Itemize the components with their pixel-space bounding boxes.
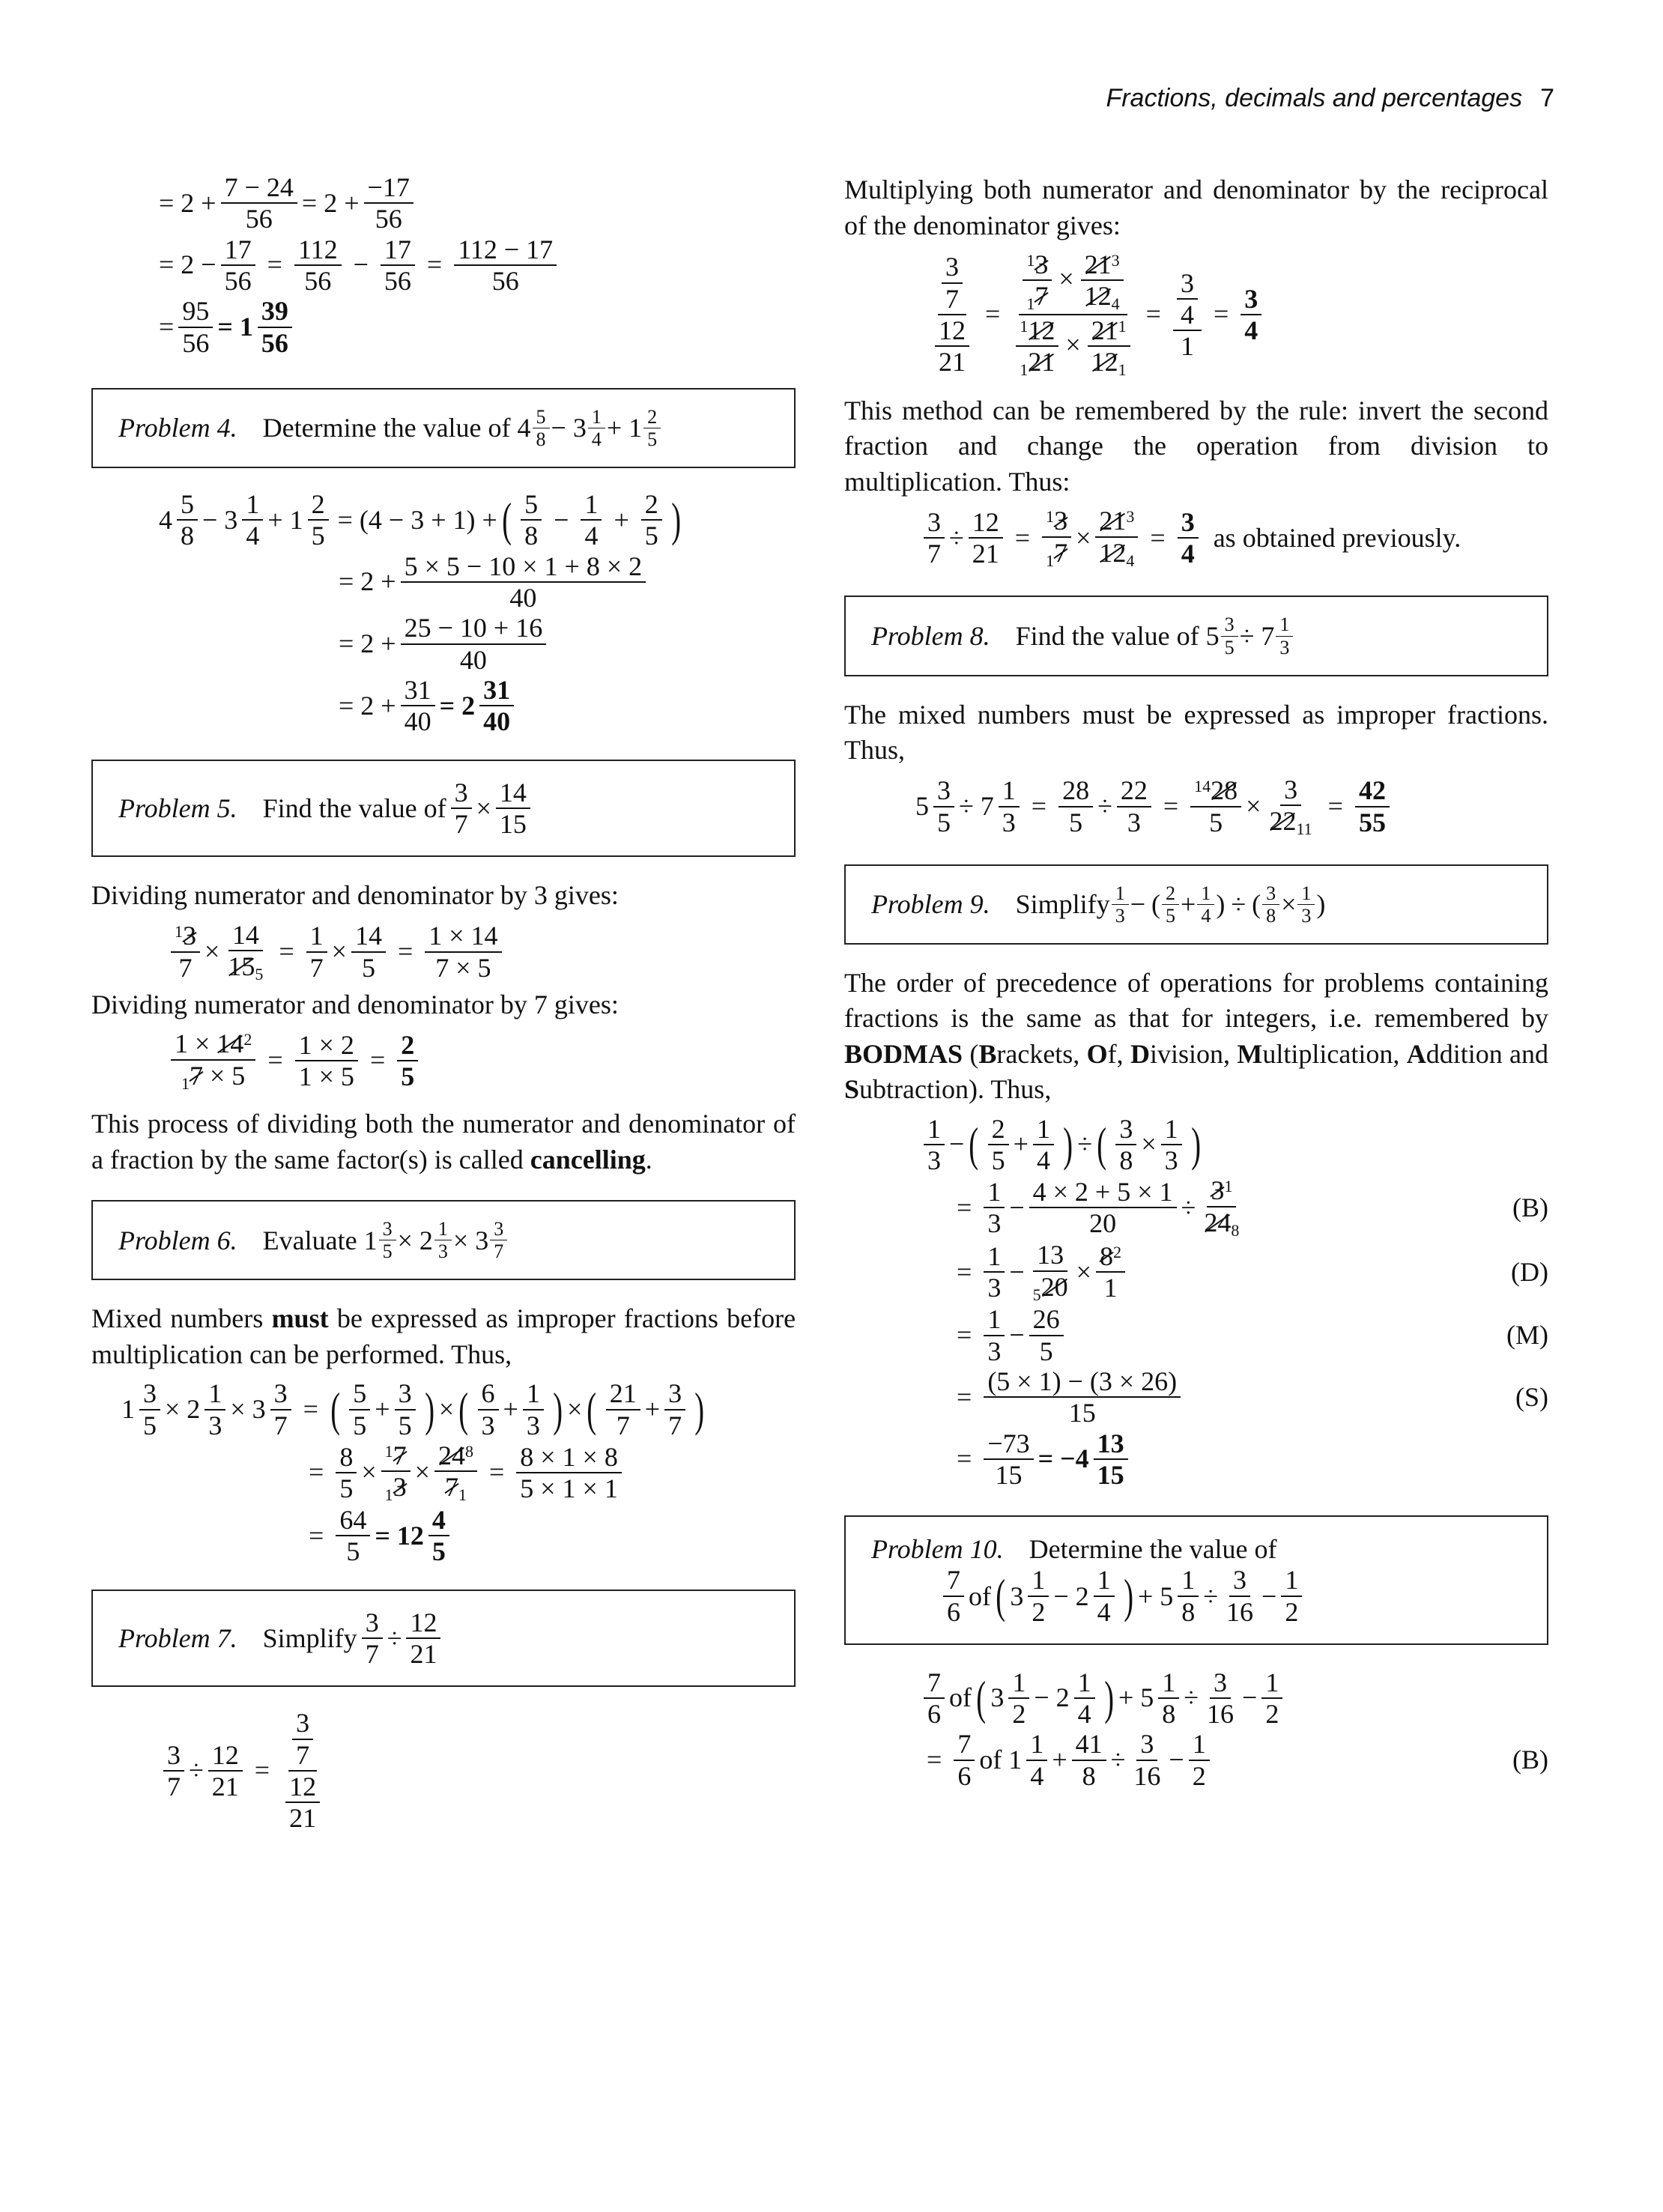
problem-6-solution bbox=[91, 1378, 796, 1566]
paragraph: Mixed numbers must be expressed as improper fractions before multiplication can be performed. Thus, bbox=[91, 1303, 796, 1369]
problem-8-solution bbox=[844, 775, 1548, 839]
problem-label: Problem 9. bbox=[871, 889, 990, 920]
math-text: = 1 bbox=[217, 311, 253, 342]
problem-label: Problem 5. bbox=[118, 793, 237, 823]
answer-fraction: $\frac{31}{40}$ bbox=[479, 675, 514, 737]
math-operator: = bbox=[267, 249, 282, 280]
equation-line: = 2 + $\frac{5 \times 5 - 10 \times 1 + 8 \times 2}{40}$ bbox=[91, 551, 796, 613]
reciprocal-example bbox=[844, 506, 1548, 570]
problem-7-solution bbox=[91, 1708, 796, 1833]
problem-9-solution bbox=[844, 1114, 1548, 1490]
answer-fraction: $\frac{3}{4}$ bbox=[1178, 507, 1199, 569]
paragraph: The mixed numbers must be expressed as improper fractions. Thus, bbox=[844, 699, 1548, 766]
problem-9-box bbox=[844, 864, 1548, 945]
math-operator: − bbox=[353, 249, 369, 280]
fraction: $\frac{17}{56}$ bbox=[221, 234, 255, 297]
problem3-continuation bbox=[91, 172, 796, 358]
problem-text: Determine the value of 4 $\frac{5}{8}$ − 3 $\frac{1}{4}$ + 1 $\frac{2}{5}$ bbox=[263, 406, 662, 450]
equation-line: $\frac{\frac{3}{7}}{\frac{12}{21}}$ = $\frac{^13}{_17}$ × $\frac{21^3}{12_4}$ $\frac{^112}{_121}$ × $\frac{21^1}{12_1}$ = $\frac{\frac{3}{4}}{1}$ = $\frac{3}{4}$ bbox=[844, 249, 1548, 380]
paragraph: Dividing numerator and denominator by 7 gives: bbox=[91, 989, 619, 1019]
problem-4-box bbox=[91, 388, 796, 468]
problem-text: Simplify $\frac{1}{3}$ − ( $\frac{2}{5}$ + $\frac{1}{4}$ ) ÷ ( $\frac{3}{8}$ × $\frac{1}{3}$ ) bbox=[1015, 882, 1326, 927]
equation-line: = $\frac{64}{5}$ = 12 $\frac{4}{5}$ bbox=[91, 1505, 796, 1567]
paragraph: The order of precedence of operations for problems containing fractions is the same as that for integers, i.e. remembered by BODMAS (Brackets, Of, Division, Multiplication, Addition and Subtraction). Thus, bbox=[844, 967, 1549, 1105]
problem-text: Find the value of $\frac{3}{7}$ × $\frac{14}{15}$ bbox=[263, 778, 535, 840]
equation-line: $\frac{1 \times 14^2}{_17 \times 5}$ = $\frac{1 \times 2}{1 \times 5}$ = $\frac{2}{5}$ bbox=[91, 1028, 796, 1093]
paragraph: Dividing numerator and denominator by 3 gives: bbox=[91, 880, 619, 911]
equation-line bbox=[91, 296, 796, 358]
step-reference: (D) bbox=[1511, 1256, 1548, 1287]
math-text: = bbox=[159, 311, 175, 342]
equation-line: $\frac{^13}{7}$ × $\frac{14}{15_5}$ = $\frac{1}{7}$ × $\frac{14}{5}$ = $\frac{1 \times 14}{7 \times 5}$ bbox=[91, 920, 796, 984]
problem-10-box bbox=[844, 1515, 1548, 1645]
equation-line: $\frac{3}{7}$ ÷ $\frac{12}{21}$ = $\frac{\frac{3}{7}}{\frac{12}{21}}$ bbox=[91, 1708, 796, 1833]
equation-line: $\frac{3}{7}$ ÷ $\frac{12}{21}$ = $\frac{^13}{_17}$ × $\frac{21^3}{12_4}$ = $\frac{3}{4}$ as obtained previously. bbox=[844, 506, 1548, 570]
answer-fraction: $\frac{13}{15}$ bbox=[1094, 1428, 1128, 1491]
equation-line: 5 $\frac{3}{5}$ ÷ 7 $\frac{1}{3}$ = $\frac{28}{5}$ ÷ $\frac{22}{3}$ = $\frac{^{14}28}{5}$ × $\frac{3}{22_{11}}$ = $\frac{42}{55}$ bbox=[844, 775, 1548, 839]
equation-line bbox=[91, 234, 796, 297]
equation-line: $\frac{1}{3}$ − ( $\frac{2}{5}$ + $\frac{1}{4}$ ) ÷ ( $\frac{3}{8}$ × $\frac{1}{3}$ ) bbox=[844, 1114, 1548, 1176]
paragraph: This method can be remembered by the rule: invert the second fraction and change the operation from division to multiplication. Thus: bbox=[844, 395, 1548, 497]
problem-4-solution bbox=[91, 489, 796, 737]
problem-text: Simplify $\frac{3}{7}$ ÷ $\frac{12}{21}$ bbox=[263, 1608, 446, 1670]
fraction: $\frac{17}{56}$ bbox=[381, 234, 415, 297]
problem-5-solution bbox=[91, 920, 796, 984]
equation-line: = 2 + $\frac{31}{40}$ = 2 $\frac{31}{40}$ bbox=[91, 675, 796, 737]
step-reference: (S) bbox=[1515, 1381, 1548, 1412]
problem-text: Evaluate 1 $\frac{3}{5}$ × 2 $\frac{1}{3}$ × 3 $\frac{3}{7}$ bbox=[263, 1218, 509, 1262]
answer-fraction: $\frac{3}{4}$ bbox=[1241, 284, 1261, 346]
problem-7-solution-cont bbox=[844, 249, 1548, 380]
equation-line: 4 $\frac{5}{8}$ − 3 $\frac{1}{4}$ + 1 $\frac{2}{5}$ = (4 − 3 + 1) + ( $\frac{5}{8}$ − $\frac{1}{4}$ + $\frac{2}{5}$ ) bbox=[159, 489, 681, 551]
fraction: $\frac{7 - 24}{56}$ bbox=[221, 172, 297, 234]
problem-7-box bbox=[91, 1590, 796, 1688]
equation-line: = $\frac{1}{3}$ − $\frac{13}{_520}$ × $\frac{8^2}{1}$ (D) bbox=[957, 1240, 1548, 1304]
paragraph: This process of dividing both the numerator and denominator of a fraction by the same factor(s) is called cancelling. bbox=[91, 1109, 796, 1175]
problem-5-box bbox=[91, 760, 796, 858]
equation-line: = $\frac{1}{3}$ − $\frac{26}{5}$ (M) bbox=[957, 1304, 1548, 1366]
page-number: 7 bbox=[1540, 84, 1554, 112]
math-operator: = bbox=[426, 249, 443, 280]
right-column bbox=[844, 172, 1548, 1791]
answer-fraction: $\frac{39}{56}$ bbox=[258, 296, 292, 358]
problem-6-box bbox=[91, 1200, 796, 1280]
step-reference: (B) bbox=[1512, 1192, 1548, 1222]
problem-label: Problem 10. bbox=[871, 1534, 1004, 1565]
problem-label: Problem 4. bbox=[118, 413, 237, 443]
equation-line: = $\frac{-73}{15}$ = −4 $\frac{13}{15}$ bbox=[844, 1428, 1548, 1491]
problem-10-solution bbox=[844, 1667, 1548, 1791]
step-reference: (M) bbox=[1506, 1319, 1548, 1350]
problem-label: Problem 6. bbox=[118, 1225, 237, 1255]
step-reference: (B) bbox=[1512, 1745, 1548, 1775]
equation-line: 1 $\frac{3}{5}$ × 2 $\frac{1}{3}$ × 3 $\frac{3}{7}$ = ( $\frac{5}{5}$ + $\frac{3}{5}$ ) × ( $\frac{6}{3}$ + $\frac{1}{3}$ ) × ( $\frac{21}{7}$ + $\frac{3}{7}$ ) bbox=[121, 1378, 705, 1440]
math-text: = 2 − bbox=[159, 249, 216, 280]
problem-label: Problem 8. bbox=[871, 621, 990, 651]
running-header bbox=[1106, 84, 1554, 113]
equation-line: $\frac{7}{6}$ of ( 3 $\frac{1}{2}$ − 2 $\frac{1}{4}$ ) + 5 $\frac{1}{8}$ ÷ $\frac{3}{16}$ − $\frac{1}{2}$ bbox=[844, 1667, 1548, 1730]
chapter-title: Fractions, decimals and percentages bbox=[1106, 84, 1523, 112]
problem-text: Find the value of 5 $\frac{3}{5}$ ÷ 7 $\frac{1}{3}$ bbox=[1016, 613, 1295, 658]
fraction: $\frac{112}{56}$ bbox=[294, 234, 342, 297]
problem-5-solution-2 bbox=[91, 1028, 796, 1093]
fraction: $\frac{-17}{56}$ bbox=[364, 172, 414, 234]
problem-label: Problem 7. bbox=[118, 1622, 237, 1653]
paragraph: Multiplying both numerator and denominator by the reciprocal of the denominator gives: bbox=[844, 175, 1548, 240]
problem-expression: $\frac{7}{6}$ of ( 3 $\frac{1}{2}$ − 2 $\frac{1}{4}$ ) + 5 $\frac{1}{8}$ ÷ $\frac{3}{16}$ − $\frac{1}{2}$ bbox=[871, 1565, 1306, 1627]
math-text: = 2 + bbox=[301, 187, 360, 218]
left-column bbox=[91, 172, 796, 1833]
complex-fraction: $\frac{\frac{3}{7}}{\frac{12}{21}}$ bbox=[282, 1708, 324, 1833]
equation-line: = 2 + $\frac{25 - 10 + 16}{40}$ bbox=[91, 613, 796, 675]
equation-line: = $\frac{1}{3}$ − $\frac{4 \times 2 + 5 \times 1}{20}$ ÷ $\frac{3^1}{24_8}$ (B) bbox=[957, 1175, 1548, 1240]
problem-8-box bbox=[844, 596, 1548, 676]
answer-fraction: $\frac{4}{5}$ bbox=[428, 1505, 449, 1567]
fraction: $\frac{112 - 17}{56}$ bbox=[454, 234, 557, 297]
answer-fraction: $\frac{42}{55}$ bbox=[1355, 775, 1390, 837]
fraction: $\frac{95}{56}$ bbox=[178, 296, 213, 358]
answer-fraction: $\frac{2}{5}$ bbox=[397, 1030, 418, 1092]
equation-line: = $\frac{8}{5}$ × $\frac{^17}{_13}$ × $\frac{24^8}{7_1}$ = $\frac{8 \times 1 \times 8}{5 \times 1 \times 1}$ bbox=[91, 1440, 796, 1505]
problem-text: Determine the value of bbox=[1029, 1534, 1277, 1565]
equation-line bbox=[91, 172, 796, 234]
math-text: = 2 + bbox=[159, 187, 216, 218]
equation-line: = $\frac{7}{6}$ of 1 $\frac{1}{4}$ + $\frac{41}{8}$ ÷ $\frac{3}{16}$ − $\frac{1}{2}$ (B) bbox=[927, 1729, 1548, 1791]
complex-fraction: $\frac{^13}{_17}$ × $\frac{21^3}{12_4}$ $\frac{^112}{_121}$ × $\frac{21^1}{12_1}$ bbox=[1012, 249, 1133, 380]
equation-line: = $\frac{(5 \times 1) - (3 \times 26)}{15}$ (S) bbox=[957, 1366, 1548, 1428]
